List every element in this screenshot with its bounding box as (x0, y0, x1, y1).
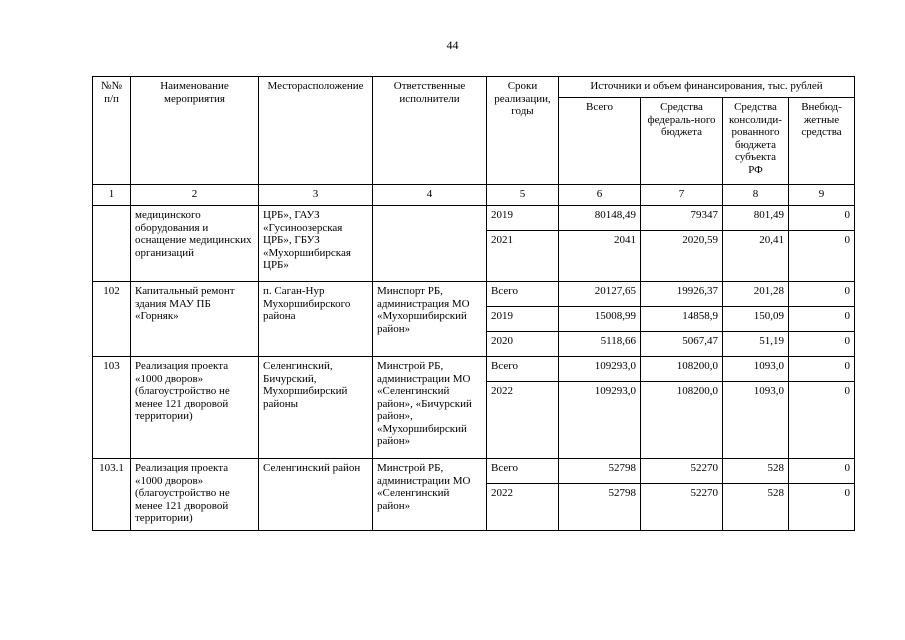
regional-cell: 20,41 (723, 231, 789, 282)
year-cell: Всего (487, 357, 559, 382)
federal-cell: 19926,37 (641, 282, 723, 307)
header-num: №№ п/п (93, 77, 131, 185)
extrabudget-cell: 0 (789, 459, 855, 484)
activity-name: Реализация проекта «1000 дворов» (благоустройство не менее 121 дворовой территории) (131, 357, 259, 459)
location: Селенгинский, Бичурский, Мухоршибирский районы (259, 357, 373, 459)
column-number: 2 (131, 185, 259, 206)
column-number: 3 (259, 185, 373, 206)
column-number: 5 (487, 185, 559, 206)
year-cell: 2019 (487, 307, 559, 332)
federal-cell: 52270 (641, 484, 723, 531)
regional-cell: 528 (723, 459, 789, 484)
regional-cell: 150,09 (723, 307, 789, 332)
table-row (93, 282, 855, 307)
extrabudget-cell: 0 (789, 282, 855, 307)
federal-cell: 79347 (641, 206, 723, 231)
header-funding-group: Источники и объем финансирования, тыс. рублей (559, 77, 855, 98)
row-number: 102 (93, 282, 131, 357)
header-regional: Средства консолиди-рованного бюджета субъекта РФ (723, 98, 789, 185)
column-number: 1 (93, 185, 131, 206)
federal-cell: 5067,47 (641, 332, 723, 357)
regional-cell: 528 (723, 484, 789, 531)
extrabudget-cell: 0 (789, 307, 855, 332)
year-cell: 2020 (487, 332, 559, 357)
row-number: 103.1 (93, 459, 131, 531)
header-extrabudget: Внебюд-жетные средства (789, 98, 855, 185)
extrabudget-cell: 0 (789, 382, 855, 459)
year-cell: 2022 (487, 382, 559, 459)
location: п. Саган-Нур Мухоршибирского района (259, 282, 373, 357)
extrabudget-cell: 0 (789, 231, 855, 282)
header-executors: Ответственные исполнители (373, 77, 487, 185)
table-row (93, 357, 855, 382)
executors: Минстрой РБ, администрации МО «Селенгинский район», «Бичурский район», «Мухоршибирский район» (373, 357, 487, 459)
executors: Минстрой РБ, администрации МО «Селенгинский район» (373, 459, 487, 531)
year-cell: Всего (487, 282, 559, 307)
location: Селенгинский район (259, 459, 373, 531)
location: ЦРБ», ГАУЗ «Гусиноозерская ЦРБ», ГБУЗ «Мухоршибирская ЦРБ» (259, 206, 373, 282)
total-cell: 2041 (559, 231, 641, 282)
column-number: 8 (723, 185, 789, 206)
federal-cell: 14858,9 (641, 307, 723, 332)
regional-cell: 201,28 (723, 282, 789, 307)
extrabudget-cell: 0 (789, 484, 855, 531)
page-number: 44 (446, 38, 459, 52)
total-cell: 52798 (559, 459, 641, 484)
total-cell: 15008,99 (559, 307, 641, 332)
header-period: Сроки реализации, годы (487, 77, 559, 185)
extrabudget-cell: 0 (789, 332, 855, 357)
executors: Минспорт РБ, администрация МО «Мухоршибирский район» (373, 282, 487, 357)
regional-cell: 801,49 (723, 206, 789, 231)
row-number: 103 (93, 357, 131, 459)
regional-cell: 1093,0 (723, 357, 789, 382)
year-cell: Всего (487, 459, 559, 484)
activity-name: Капитальный ремонт здания МАУ ПБ «Горняк» (131, 282, 259, 357)
total-cell: 52798 (559, 484, 641, 531)
header-federal: Средства федераль-ного бюджета (641, 98, 723, 185)
column-numbers-row (93, 185, 855, 206)
total-cell: 5118,66 (559, 332, 641, 357)
column-number: 9 (789, 185, 855, 206)
column-number: 4 (373, 185, 487, 206)
regional-cell: 51,19 (723, 332, 789, 357)
extrabudget-cell: 0 (789, 206, 855, 231)
federal-cell: 52270 (641, 459, 723, 484)
financing-table (92, 76, 855, 531)
table-row (93, 206, 855, 231)
year-cell: 2019 (487, 206, 559, 231)
header-location: Месторасположение (259, 77, 373, 185)
activity-name: Реализация проекта «1000 дворов» (благоустройство не менее 121 дворовой территории) (131, 459, 259, 531)
federal-cell: 2020,59 (641, 231, 723, 282)
column-number: 6 (559, 185, 641, 206)
executors (373, 206, 487, 282)
total-cell: 80148,49 (559, 206, 641, 231)
column-number: 7 (641, 185, 723, 206)
year-cell: 2022 (487, 484, 559, 531)
table-row (93, 459, 855, 484)
total-cell: 109293,0 (559, 357, 641, 382)
total-cell: 20127,65 (559, 282, 641, 307)
row-number (93, 206, 131, 282)
activity-name: медицинского оборудования и оснащение медицинских организаций (131, 206, 259, 282)
federal-cell: 108200,0 (641, 382, 723, 459)
table-body (93, 206, 855, 531)
extrabudget-cell: 0 (789, 357, 855, 382)
federal-cell: 108200,0 (641, 357, 723, 382)
regional-cell: 1093,0 (723, 382, 789, 459)
header-total: Всего (559, 98, 641, 185)
year-cell: 2021 (487, 231, 559, 282)
header-name: Наименование мероприятия (131, 77, 259, 185)
total-cell: 109293,0 (559, 382, 641, 459)
table-header (93, 77, 855, 206)
